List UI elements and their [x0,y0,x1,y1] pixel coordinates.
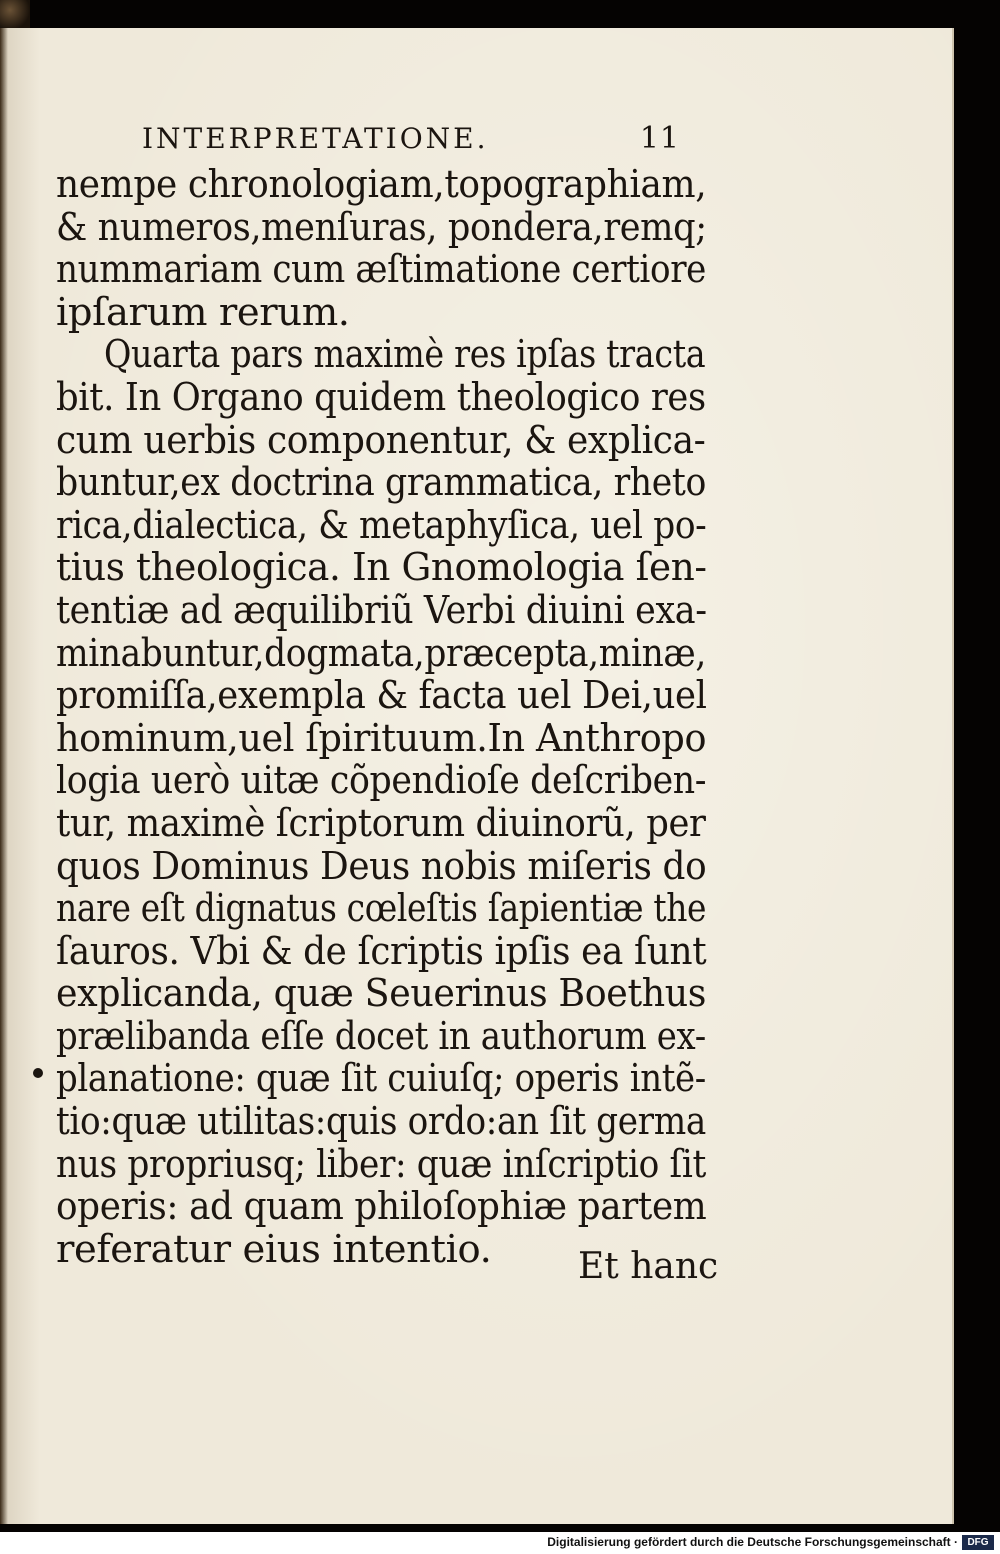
text-block [56,118,706,1271]
body-line: tius theologica. In Gnomologia ſen- [56,545,707,591]
body-line: buntur,ex doctrina grammatica, rheto [56,460,706,506]
body-line: tio:quæ utilitas:quis ordo:an ſit germa [56,1099,706,1145]
body-line: quos Dominus Deus nobis miſeris do [56,843,707,889]
footer-bar [0,1532,1000,1554]
body-line-paragraph-start: Quarta pars maximè res ipſas tracta [104,332,706,378]
body-line: referatur eius intentio. [56,1226,492,1272]
margin-dot [33,1068,43,1078]
body-line: nus propriusq; liber: quæ inſcriptio ſit [56,1141,706,1187]
body-line: bit. In Organo quidem theologico res [56,374,706,420]
running-title: INTERPRETATIONE. [142,122,489,155]
body-line: tentiæ ad æquilibriũ Verbi diuini exa- [56,587,707,633]
catchword: Et hanc [578,1246,719,1287]
scan-corner [0,0,30,30]
body-line: minabuntur,dogmata,præcepta,minæ, [56,630,706,676]
body-line: nare eſt dignatus cœleſtis ſapientiæ the [56,886,707,932]
dfg-logo: DFG [962,1535,994,1550]
page-number: 11 [639,121,680,156]
body-line: operis: ad quam philoſophiæ partem [56,1184,707,1230]
body-line: prælibanda eſſe docet in authorum ex- [56,1013,706,1059]
body-line: logia uerò uitæ cõpendioſe deſcriben- [56,758,707,804]
body-line: explicanda, quæ Seuerinus Boethus [56,971,707,1017]
body-line: ipſarum rerum. [56,289,350,335]
body-line: tur, maximè ſcriptorum diuinorũ, per [56,800,706,846]
body-line: hominum,uel ſpirituum.In Anthropo [56,715,707,761]
page-header [56,118,706,160]
body-line: nempe chronologiam,topographiam, [56,162,707,207]
body-line: cum uerbis componentur, & explica- [56,417,706,463]
body-line: promiſſa,exempla & facta uel Dei,uel [56,673,707,719]
body-line: & numeros,menſuras, pondera,remq; [56,204,707,250]
body-line: ſauros. Vbi & de ſcriptis ipſis ea ſunt [56,928,707,974]
body-line: planatione: quæ ſit cuiuſq; operis intẽ- [56,1056,706,1102]
body-line: nummariam cum æſtimatione certiore [56,247,707,293]
footer-credit: Digitalisierung gefördert durch die Deutsche Forschungsgemeinschaft · [547,1535,958,1549]
body-line: rica,dialectica, & metaphyſica, uel po- [56,502,707,548]
